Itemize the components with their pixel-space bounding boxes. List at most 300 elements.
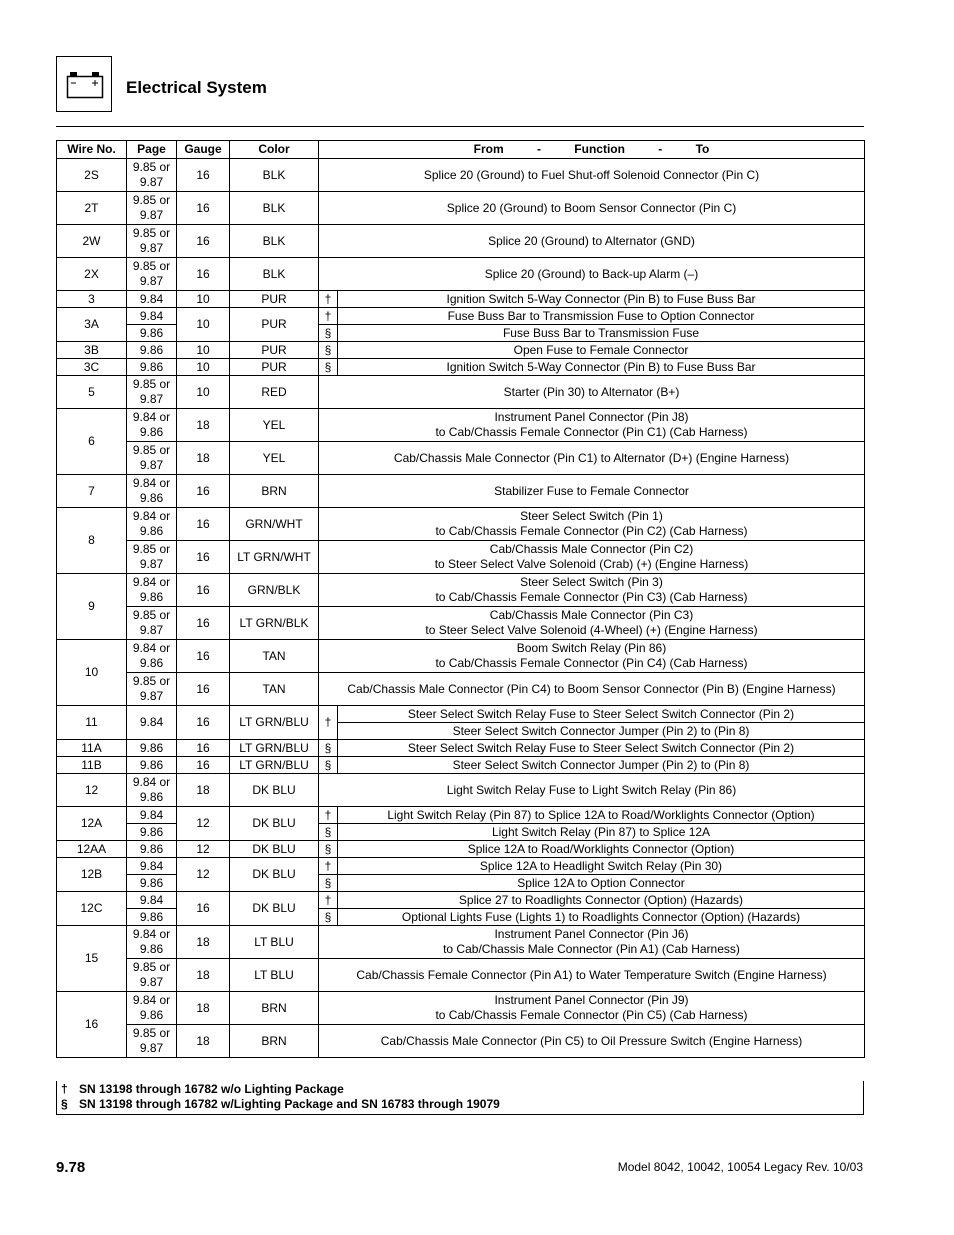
table-row	[57, 607, 865, 640]
table-row	[57, 892, 865, 909]
page-ref-cell	[127, 926, 177, 959]
function-cell	[319, 673, 865, 706]
wire-color: TAN	[230, 640, 319, 673]
wire-color: DK BLU	[230, 774, 319, 807]
function-cell	[319, 640, 865, 673]
function-cell	[319, 508, 865, 541]
page-ref-cell	[127, 841, 177, 858]
function-text: to Cab/Chassis Female Connector (Pin C2) (Cab Harness)	[435, 524, 748, 538]
function-cell	[338, 757, 865, 774]
table-row	[57, 376, 865, 409]
function-text: Splice 12A to Road/Worklights Connector (Option)	[467, 841, 735, 856]
page-ref: 9.84	[139, 858, 164, 873]
gauge: 16	[177, 757, 230, 774]
wire-number: 5	[57, 376, 127, 409]
page-ref: 9.86	[139, 524, 164, 538]
function-cell	[338, 841, 865, 858]
page-ref-cell	[127, 308, 177, 325]
table-row	[57, 640, 865, 673]
page-ref-cell	[127, 959, 177, 992]
battery-icon	[66, 71, 104, 99]
table-row	[57, 475, 865, 508]
wire-color: LT GRN/WHT	[230, 541, 319, 574]
col-gauge: Gauge	[177, 141, 230, 159]
function-text: Instrument Panel Connector (Pin J9)	[494, 993, 689, 1007]
wire-number: 7	[57, 475, 127, 508]
serial-mark: †	[319, 308, 338, 325]
gauge: 18	[177, 926, 230, 959]
page-ref: 9.84	[139, 308, 164, 323]
table-row	[57, 1025, 865, 1058]
function-cell	[319, 409, 865, 442]
wire-number: 11A	[57, 740, 127, 757]
function-text: Starter (Pin 30) to Alternator (B+)	[503, 384, 680, 399]
function-text: Cab/Chassis Male Connector (Pin C3)	[489, 608, 694, 622]
page-ref: 9.87	[139, 557, 164, 571]
gauge: 16	[177, 225, 230, 258]
wire-number: 8	[57, 508, 127, 574]
function-cell	[338, 342, 865, 359]
page-ref-cell	[127, 442, 177, 475]
page-ref-cell	[127, 1025, 177, 1058]
wire-color: YEL	[230, 409, 319, 442]
footnote-text: SN 13198 through 16782 w/o Lighting Package	[79, 1082, 344, 1096]
serial-mark: §	[319, 757, 338, 774]
page-ref-cell	[127, 409, 177, 442]
table-row	[57, 359, 865, 376]
page-ref: 9.86	[139, 1008, 164, 1022]
page-ref-cell	[127, 757, 177, 774]
serial-mark: §	[319, 824, 338, 841]
function-cell	[319, 442, 865, 475]
serial-mark: §	[319, 740, 338, 757]
function-cell	[319, 1025, 865, 1058]
page-ref: 9.86	[139, 491, 164, 505]
function-cell	[338, 723, 865, 740]
page-ref: 9.84 or	[132, 993, 171, 1007]
wire-number: 3A	[57, 308, 127, 342]
page-ref-cell	[127, 909, 177, 926]
col-function: From - Function - To	[319, 141, 865, 159]
wire-number: 2S	[57, 159, 127, 192]
table-row	[57, 673, 865, 706]
wire-color: BLK	[230, 258, 319, 291]
page-title: Electrical System	[126, 78, 267, 97]
page-ref-cell	[127, 291, 177, 308]
page-ref: 9.86	[139, 790, 164, 804]
function-text: Open Fuse to Female Connector	[513, 342, 689, 357]
wire-number: 15	[57, 926, 127, 992]
wire-number: 16	[57, 992, 127, 1058]
wire-color: DK BLU	[230, 892, 319, 926]
page-ref: 9.84 or	[132, 927, 171, 941]
table-row	[57, 757, 865, 774]
gauge: 16	[177, 640, 230, 673]
page-ref: 9.85 or	[132, 193, 171, 207]
wire-color: DK BLU	[230, 807, 319, 841]
function-cell	[319, 475, 865, 508]
page-ref-cell	[127, 640, 177, 673]
function-cell	[319, 926, 865, 959]
function-text: Steer Select Switch (Pin 3)	[520, 575, 663, 589]
gauge: 10	[177, 359, 230, 376]
wire-color: PUR	[230, 308, 319, 342]
page-ref: 9.86	[139, 342, 164, 357]
table-row	[57, 926, 865, 959]
wire-color: TAN	[230, 673, 319, 706]
function-text: to Cab/Chassis Female Connector (Pin C4) (Cab Harness)	[435, 656, 748, 670]
page-ref: 9.85 or	[132, 259, 171, 273]
wire-color: BLK	[230, 192, 319, 225]
function-cell	[338, 308, 865, 325]
wire-color: BRN	[230, 1025, 319, 1058]
page-ref: 9.84 or	[132, 509, 171, 523]
page-ref: 9.87	[139, 241, 164, 255]
page-ref: 9.86	[139, 740, 164, 755]
wire-color: BRN	[230, 992, 319, 1025]
footnote	[57, 1082, 863, 1097]
serial-mark: †	[319, 858, 338, 875]
gauge: 16	[177, 574, 230, 607]
page-ref: 9.84	[139, 892, 164, 907]
wire-number: 3B	[57, 342, 127, 359]
function-text: Ignition Switch 5-Way Connector (Pin B) to Fuse Buss Bar	[446, 359, 756, 374]
wire-color: BLK	[230, 225, 319, 258]
page-ref-cell	[127, 740, 177, 757]
function-text: Boom Switch Relay (Pin 86)	[516, 641, 667, 655]
gauge: 18	[177, 774, 230, 807]
function-cell	[319, 992, 865, 1025]
function-text: Steer Select Switch Connector Jumper (Pin 2) to (Pin 8)	[452, 723, 750, 738]
function-cell	[338, 807, 865, 824]
page-number: 9.78	[56, 1159, 86, 1176]
page-ref: 9.87	[139, 623, 164, 637]
gauge: 12	[177, 858, 230, 892]
gauge: 12	[177, 807, 230, 841]
page-ref: 9.87	[139, 1041, 164, 1055]
wire-color: LT GRN/BLK	[230, 607, 319, 640]
function-cell	[338, 291, 865, 308]
function-cell	[319, 959, 865, 992]
page-ref-cell	[127, 192, 177, 225]
function-text: Light Switch Relay (Pin 87) to Splice 12A to Road/Worklights Connector (Option)	[387, 807, 815, 822]
serial-mark: †	[319, 706, 338, 740]
function-text: Stabilizer Fuse to Female Connector	[494, 483, 689, 498]
function-text: Splice 12A to Option Connector	[517, 875, 685, 890]
table-row	[57, 858, 865, 875]
page-ref-cell	[127, 541, 177, 574]
function-cell	[319, 258, 865, 291]
wire-color: DK BLU	[230, 841, 319, 858]
function-text: Steer Select Switch Relay Fuse to Steer Select Switch Connector (Pin 2)	[407, 740, 795, 755]
gauge: 16	[177, 159, 230, 192]
page-ref: 9.84 or	[132, 641, 171, 655]
page-ref-cell	[127, 607, 177, 640]
page-ref: 9.86	[139, 325, 164, 340]
page-ref-cell	[127, 325, 177, 342]
table-row	[57, 706, 865, 723]
page-ref-cell	[127, 858, 177, 875]
serial-mark: §	[319, 342, 338, 359]
function-cell	[338, 325, 865, 342]
wire-number: 12C	[57, 892, 127, 926]
wire-number: 3	[57, 291, 127, 308]
wire-color: BRN	[230, 475, 319, 508]
page-ref: 9.84 or	[132, 476, 171, 490]
page-ref-cell	[127, 258, 177, 291]
wire-color: LT GRN/BLU	[230, 740, 319, 757]
gauge: 16	[177, 508, 230, 541]
gauge: 18	[177, 992, 230, 1025]
page-ref: 9.84	[139, 291, 164, 306]
gauge: 12	[177, 841, 230, 858]
wire-number: 6	[57, 409, 127, 475]
wire-number: 12B	[57, 858, 127, 892]
page-ref: 9.86	[139, 909, 164, 924]
function-cell	[338, 858, 865, 875]
page-ref: 9.85 or	[132, 377, 171, 391]
page-ref: 9.85 or	[132, 160, 171, 174]
page-ref-cell	[127, 225, 177, 258]
page-ref: 9.87	[139, 175, 164, 189]
function-text: Instrument Panel Connector (Pin J6)	[494, 927, 689, 941]
function-text: Steer Select Switch Connector Jumper (Pin 2) to (Pin 8)	[452, 757, 750, 772]
wire-color: GRN/BLK	[230, 574, 319, 607]
page-ref-cell	[127, 892, 177, 909]
table-header-row	[57, 141, 865, 159]
table-row	[57, 291, 865, 308]
wire-number: 11B	[57, 757, 127, 774]
function-text: Splice 20 (Ground) to Back-up Alarm (–)	[484, 266, 699, 281]
table-row	[57, 192, 865, 225]
table-row	[57, 740, 865, 757]
wire-table	[56, 140, 865, 1058]
footnote-symbol: †	[61, 1082, 68, 1096]
table-row	[57, 574, 865, 607]
page-ref: 9.86	[139, 875, 164, 890]
page-ref: 9.85 or	[132, 443, 171, 457]
function-text: Splice 12A to Headlight Switch Relay (Pin 30)	[479, 858, 723, 873]
function-text: Instrument Panel Connector (Pin J8)	[494, 410, 689, 424]
function-text: Splice 27 to Roadlights Connector (Option) (Hazards)	[458, 892, 744, 907]
page-ref: 9.87	[139, 458, 164, 472]
function-text: Cab/Chassis Male Connector (Pin C1) to Alternator (D+) (Engine Harness)	[393, 450, 790, 465]
page-ref: 9.85 or	[132, 674, 171, 688]
footnotes	[56, 1081, 864, 1115]
page-ref: 9.85 or	[132, 608, 171, 622]
gauge: 10	[177, 376, 230, 409]
page-ref: 9.87	[139, 975, 164, 989]
table-row	[57, 541, 865, 574]
serial-mark: †	[319, 807, 338, 824]
function-text: Ignition Switch 5-Way Connector (Pin B) to Fuse Buss Bar	[446, 291, 756, 306]
wire-color: LT GRN/BLU	[230, 757, 319, 774]
function-text: Cab/Chassis Male Connector (Pin C4) to Boom Sensor Connector (Pin B) (Engine Harness)	[347, 681, 836, 696]
page-ref: 9.84	[139, 807, 164, 822]
serial-mark: †	[319, 892, 338, 909]
wire-color: LT GRN/BLU	[230, 706, 319, 740]
function-cell	[319, 574, 865, 607]
gauge: 16	[177, 192, 230, 225]
function-cell	[319, 159, 865, 192]
page-ref: 9.86	[139, 590, 164, 604]
wire-number: 10	[57, 640, 127, 706]
page-ref: 9.84	[139, 715, 164, 729]
table-row	[57, 807, 865, 824]
page-ref-cell	[127, 342, 177, 359]
serial-mark: §	[319, 841, 338, 858]
col-wire-no: Wire No.	[57, 141, 127, 159]
page-ref-cell	[127, 475, 177, 508]
gauge: 16	[177, 258, 230, 291]
page-ref-cell	[127, 706, 177, 740]
function-text: Splice 20 (Ground) to Boom Sensor Connector (Pin C)	[446, 200, 737, 215]
function-cell	[338, 706, 865, 723]
battery-icon-box	[56, 56, 112, 112]
footnote	[57, 1097, 863, 1112]
wire-number: 12AA	[57, 841, 127, 858]
table-row	[57, 258, 865, 291]
page-ref: 9.86	[139, 656, 164, 670]
page-ref-cell	[127, 574, 177, 607]
page-ref: 9.87	[139, 392, 164, 406]
gauge: 16	[177, 607, 230, 640]
function-cell	[338, 824, 865, 841]
wire-number: 12	[57, 774, 127, 807]
table-row	[57, 159, 865, 192]
function-cell	[319, 607, 865, 640]
footnote-symbol: §	[61, 1097, 68, 1111]
wire-color: DK BLU	[230, 858, 319, 892]
gauge: 18	[177, 442, 230, 475]
table-row	[57, 409, 865, 442]
serial-mark: §	[319, 909, 338, 926]
page-ref: 9.85 or	[132, 226, 171, 240]
wire-number: 9	[57, 574, 127, 640]
function-cell	[319, 774, 865, 807]
function-cell	[338, 909, 865, 926]
function-text: Splice 20 (Ground) to Alternator (GND)	[488, 233, 695, 248]
page-ref: 9.84 or	[132, 775, 171, 789]
gauge: 16	[177, 706, 230, 740]
wire-color: RED	[230, 376, 319, 409]
function-cell	[338, 359, 865, 376]
function-text: to Cab/Chassis Male Connector (Pin A1) (Cab Harness)	[443, 942, 740, 956]
page-ref-cell	[127, 159, 177, 192]
page-ref: 9.86	[139, 942, 164, 956]
gauge: 10	[177, 291, 230, 308]
wire-color: BLK	[230, 159, 319, 192]
gauge: 16	[177, 541, 230, 574]
wire-color: PUR	[230, 291, 319, 308]
function-text: to Steer Select Valve Solenoid (4-Wheel) (+) (Engine Harness)	[425, 623, 758, 637]
function-text: Steer Select Switch (Pin 1)	[520, 509, 663, 523]
gauge: 16	[177, 673, 230, 706]
page-ref-cell	[127, 875, 177, 892]
page-ref-cell	[127, 824, 177, 841]
function-cell	[338, 740, 865, 757]
function-cell	[319, 225, 865, 258]
function-text: to Cab/Chassis Female Connector (Pin C5) (Cab Harness)	[435, 1008, 748, 1022]
wire-number: 3C	[57, 359, 127, 376]
page-ref-cell	[127, 774, 177, 807]
page-ref: 9.86	[139, 841, 164, 856]
gauge: 16	[177, 740, 230, 757]
function-text: Light Switch Relay Fuse to Light Switch Relay (Pin 86)	[446, 782, 737, 797]
function-text: Optional Lights Fuse (Lights 1) to Roadlights Connector (Option) (Hazards)	[401, 909, 801, 924]
serial-mark: §	[319, 359, 338, 376]
page-ref: 9.85 or	[132, 1026, 171, 1040]
model-info: Model 8042, 10042, 10054 Legacy Rev. 10/03	[617, 1160, 863, 1174]
function-text: to Steer Select Valve Solenoid (Crab) (+) (Engine Harness)	[434, 557, 749, 571]
function-cell	[319, 541, 865, 574]
function-text: Steer Select Switch Relay Fuse to Steer Select Switch Connector (Pin 2)	[407, 706, 795, 721]
wire-color: LT BLU	[230, 959, 319, 992]
gauge: 10	[177, 308, 230, 342]
page-ref-cell	[127, 673, 177, 706]
col-page: Page	[127, 141, 177, 159]
function-text: Splice 20 (Ground) to Fuel Shut-off Solenoid Connector (Pin C)	[423, 167, 760, 182]
wire-number: 12A	[57, 807, 127, 841]
wire-color: LT BLU	[230, 926, 319, 959]
function-cell	[319, 376, 865, 409]
function-text: to Cab/Chassis Female Connector (Pin C3) (Cab Harness)	[435, 590, 748, 604]
page-ref: 9.86	[139, 359, 164, 374]
gauge: 18	[177, 409, 230, 442]
function-cell	[338, 892, 865, 909]
wire-color: GRN/WHT	[230, 508, 319, 541]
page-ref: 9.86	[139, 425, 164, 439]
page-ref: 9.87	[139, 208, 164, 222]
footnote-text: SN 13198 through 16782 w/Lighting Package and SN 16783 through 19079	[79, 1097, 500, 1111]
page-ref-cell	[127, 992, 177, 1025]
table-row	[57, 774, 865, 807]
page-ref: 9.86	[139, 824, 164, 839]
page-ref-cell	[127, 508, 177, 541]
page-ref: 9.85 or	[132, 542, 171, 556]
wire-color: PUR	[230, 359, 319, 376]
function-text: Cab/Chassis Male Connector (Pin C5) to Oil Pressure Switch (Engine Harness)	[380, 1033, 803, 1048]
function-text: Fuse Buss Bar to Transmission Fuse to Option Connector	[447, 308, 755, 323]
function-cell	[319, 192, 865, 225]
function-text: Cab/Chassis Female Connector (Pin A1) to Water Temperature Switch (Engine Harness)	[356, 967, 827, 982]
table-row	[57, 442, 865, 475]
wire-number: 2T	[57, 192, 127, 225]
table-row	[57, 992, 865, 1025]
table-row	[57, 225, 865, 258]
gauge: 16	[177, 475, 230, 508]
table-row	[57, 841, 865, 858]
gauge: 18	[177, 959, 230, 992]
serial-mark: †	[319, 291, 338, 308]
table-row	[57, 342, 865, 359]
header-divider	[56, 126, 864, 127]
function-cell	[338, 875, 865, 892]
page-ref: 9.87	[139, 274, 164, 288]
function-text: Cab/Chassis Male Connector (Pin C2)	[489, 542, 694, 556]
wire-number: 2W	[57, 225, 127, 258]
gauge: 10	[177, 342, 230, 359]
page-ref-cell	[127, 376, 177, 409]
page-ref: 9.87	[139, 689, 164, 703]
function-text: to Cab/Chassis Female Connector (Pin C1) (Cab Harness)	[435, 425, 748, 439]
serial-mark: §	[319, 875, 338, 892]
table-row	[57, 959, 865, 992]
page-ref: 9.86	[139, 757, 164, 772]
gauge: 18	[177, 1025, 230, 1058]
function-text: Fuse Buss Bar to Transmission Fuse	[502, 325, 700, 340]
table-row	[57, 508, 865, 541]
